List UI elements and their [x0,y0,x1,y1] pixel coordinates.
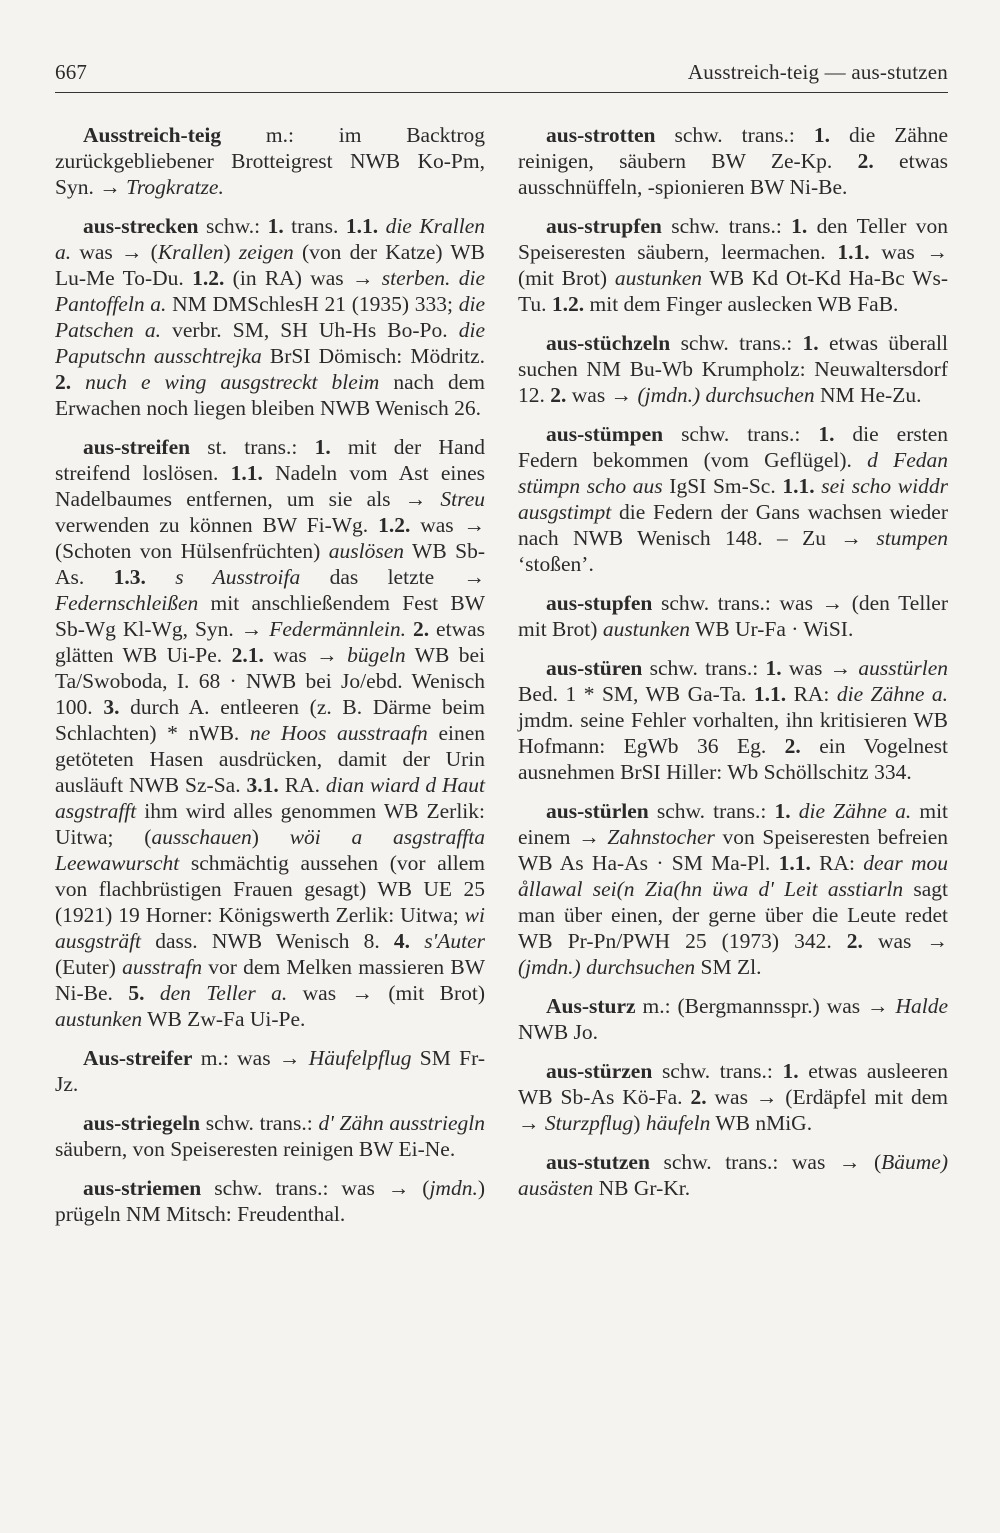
entry-text: etwas glätten WB Ui-Pe. [55,617,486,667]
entry-text: das letzte → [300,565,485,589]
italic-text: häufeln [645,1111,711,1135]
header-rule [55,92,948,93]
entry-text: etwas überall suchen NM Bu-Wb Krumpholz: Neuwaltersdorf 12. [518,331,948,407]
entry-text: schw. trans.: was → ( [201,1176,430,1200]
entry-text: BrSI Dömisch: Mödritz. [261,344,485,368]
dictionary-entry [55,213,485,421]
sense-number: 1.2. [192,266,225,290]
entry-text: WB nMiG. [710,1111,813,1135]
sense-number: 1.2. [378,513,411,537]
entry-text: ein Vogelnest ausnehmen BrSI Hiller: Wb Schöllschitz 334. [518,734,948,784]
sense-number: 1.1. [782,474,815,498]
entry-text: verbr. SM, SH Uh-Hs Bo-Po. [161,318,459,342]
entry-text: die Zähne reinigen, säubern BW Ze-Kp. [518,123,948,173]
entry-text: NWB Jo. [518,1020,599,1044]
sense-number: 5. [128,981,145,1005]
italic-text: nuch e wing ausgstreckt bleim [85,370,380,394]
entry-text: ) [251,825,290,849]
italic-text: sterben. die Pantoffeln a. [55,266,485,316]
running-head [55,60,948,94]
entry-text: trans. [283,214,346,238]
entry-text: Bed. 1 * SM, WB Ga-Ta. [518,682,754,706]
entry-text: ) [633,1111,646,1135]
dictionary-entry [518,798,948,980]
entry-headword: Aus-sturz [546,994,636,1018]
entry-text: schw. trans.: [648,799,775,823]
entry-text: schw. trans.: [200,1111,319,1135]
entry-text: was → [862,929,948,953]
entry-text: (in RA) was → [224,266,382,290]
entry-text: durch A. entleeren (z. B. Därme beim Schlachten) * nWB. [55,695,486,745]
entry-text: mit dem Finger auslecken WB FaB. [584,292,899,316]
entry-text: dass. NWB Wenisch 8. [141,929,394,953]
entry-headword: aus-strotten [546,123,656,147]
sense-number: 3. [103,695,120,719]
italic-text: ausstürlen [858,656,948,680]
entry-text: ) [223,240,239,264]
entry-headword: aus-stümpen [546,422,664,446]
dictionary-entry [55,434,485,1032]
entry-text: die Federn der Gans wachsen wieder nach NWB Wenisch 148. – Zu → [518,500,948,550]
entry-text: säubern, von Speiseresten reinigen BW Ei-Ne. [55,1137,456,1161]
entry-headword: aus-streifen [83,435,191,459]
entry-text: ‘stoßen’. [518,552,594,576]
sense-number: 1.1. [778,851,811,875]
sense-number: 1. [765,656,782,680]
entry-text: schw. trans.: [663,422,819,446]
sense-number: 2. [412,617,430,641]
sense-number: 1. [314,435,331,459]
entry-text: was → [566,383,638,407]
entry-text: NM He-Zu. [814,383,922,407]
sense-number: 2. [550,383,567,407]
italic-text: ne Hoos ausstraafn [249,721,428,745]
italic-text: Halde [895,994,948,1018]
entry-text: WB bei Ta/Swoboda, I. 68 · NWB bei Jo/ebd. Wenisch 100. [55,643,486,719]
italic-text: dear mou ållawal sei(n Zia(hn üwa d' Leit asstiarln [518,851,949,901]
entry-text: (Euter) [55,955,123,979]
italic-text: jmdn. [429,1176,478,1200]
italic-text: (jmdn.) durchsuchen [637,383,815,407]
entry-text: was → ( [71,240,158,264]
entry-text: WB Zw-Fa Ui-Pe. [142,1007,306,1031]
entry-text: (von der Katze) WB Lu-Me To-Du. [55,240,485,290]
entry-text [791,799,799,823]
entry-text [146,565,175,589]
entry-text: was → [781,656,859,680]
italic-text: (jmdn.) durchsuchen [518,955,696,979]
entry-text: st. trans.: [190,435,315,459]
entry-text: NB Gr-Kr. [593,1176,691,1200]
dictionary-entry [518,421,948,577]
italic-text: zeigen [238,240,294,264]
entry-text: IgSI Sm-Sc. [662,474,783,498]
entry-text: was → (mit Brot) [287,981,485,1005]
italic-text: die Zähne a. [836,682,948,706]
italic-text: d' Zähn ausstriegln [318,1111,485,1135]
italic-text: Zahnstocher [607,825,715,849]
entry-text: WB Sb-As. [55,539,485,589]
entry-text: m.: im Backtrog zurückgebliebener Brotteigrest NWB Ko-Pm, Syn. → [55,123,485,199]
italic-text: die Patschen a. [55,292,485,342]
entry-text: Nadeln vom Ast eines Nadelbaumes entfernen, um sie als → [55,461,485,511]
italic-text: wi ausgsträft [55,903,485,953]
italic-text: sei scho widdr ausgstimpt [518,474,948,524]
italic-text: Bäume) ausästen [518,1150,948,1200]
entry-text: schw. trans.: [655,123,814,147]
entry-text: was → (Schoten von Hülsenfrüchten) [55,513,486,563]
entry-text: mit der Hand streifend loslösen. [55,435,485,485]
entry-headword: aus-striegeln [83,1111,201,1135]
entry-text: WB Ur-Fa · WiSI. [690,617,854,641]
dictionary-entry [518,993,948,1045]
entry-headword: aus-stürlen [546,799,649,823]
entry-text: ihm wird alles genommen WB Zerlik: Uitwa; ( [55,799,485,849]
entry-text: was → (Erdäpfel mit dem → [518,1085,948,1135]
sense-number: 2. [55,370,72,394]
italic-text: die Zähne a. [798,799,912,823]
entry-text [71,370,85,394]
entry-headword: aus-striemen [83,1176,202,1200]
left-column [55,122,485,1240]
sense-number: 1. [791,214,808,238]
dictionary-entry [518,1149,948,1201]
entry-text: jmdm. seine Fehler vorhalten, ihn kritisieren WB Hofmann: EgWb 36 Eg. [518,708,948,758]
entry-text: vor dem Melken massieren BW Ni-Be. [55,955,485,1005]
dictionary-entry [518,590,948,642]
italic-text: d Fedan stümpn scho aus [518,448,948,498]
italic-text: Streu [440,487,485,511]
sense-number: 1.3. [113,565,146,589]
entry-headword: aus-strupfen [546,214,662,238]
italic-text: den Teller a. [159,981,288,1005]
entry-text: sagt man über einen, der gerne über die Leute redet WB Pr-Pn/PWH 25 (1973) 342. [518,877,948,953]
page-number: 667 [55,60,88,84]
italic-text: Sturzpflug [544,1111,634,1135]
dictionary-entry [518,213,948,317]
italic-text: stumpen [876,526,948,550]
sense-number: 1. [267,214,284,238]
entry-text: einen getöteten Hasen ausdrücken, damit der Urin ausläuft NWB Sz-Sa. [55,721,486,797]
sense-number: 1.2. [551,292,585,316]
entry-text: m.: (Bergmannsspr.) was → [635,994,896,1018]
entry-text: RA. [278,773,326,797]
dictionary-entry [55,122,485,200]
entry-headword: aus-stürzen [546,1059,653,1083]
italic-text: dian wiard d Haut asgstrafft [55,773,485,823]
entry-text: schw.: [198,214,268,238]
sense-number: 3.1. [246,773,279,797]
sense-number: 1.1. [753,682,787,706]
sense-number: 2. [784,734,801,758]
entry-text: RA: [810,851,864,875]
entry-headword: Ausstreich-teig [83,123,222,147]
entry-text: schw. trans.: was → (den Teller mit Brot) [518,591,948,641]
entry-headword: aus-stupfen [546,591,653,615]
entry-text: etwas ausschnüffeln, -spionieren BW Ni-Be. [518,149,949,199]
italic-text: s'Auter [424,929,485,953]
italic-text: Krallen [157,240,224,264]
sense-number: 2. [857,149,874,173]
entry-text: SM Fr-Jz. [55,1046,486,1096]
entry-text: etwas ausleeren WB Sb-As Kö-Fa. [518,1059,948,1109]
italic-text: austunken [55,1007,143,1031]
entry-text: WB Kd Ot-Kd Ha-Bc Ws-Tu. [518,266,948,316]
italic-text: ausstrafn [122,955,203,979]
italic-text: auslösen [328,539,404,563]
entry-text: nach dem Erwachen noch liegen bleiben NWB Wenisch 26. [55,370,485,420]
entry-text: verwenden zu können BW Fi-Wg. [55,513,379,537]
dictionary-entry [518,330,948,408]
entry-text: die ersten Federn bekommen (vom Geflügel). [518,422,948,472]
entry-text: was → (mit Brot) [518,240,949,290]
sense-number: 1. [813,123,830,147]
entry-text: mit anschließendem Fest BW Sb-Wg Kl-Wg, Syn. → [55,591,485,641]
italic-text: die Krallen a. [55,214,486,264]
entry-text: von Speiseresten befreien WB As Ha-As · SM Ma-Pl. [518,825,948,875]
entry-text: schw. trans.: was → ( [649,1150,882,1174]
entry-headword: aus-strecken [83,214,199,238]
entry-text: schw. trans.: [652,1059,783,1083]
sense-number: 1. [818,422,835,446]
sense-number: 1.1. [345,214,379,238]
italic-text: austunken [602,617,690,641]
dictionary-entry [55,1045,485,1097]
right-column [518,122,948,1214]
entry-text [144,981,159,1005]
italic-text: austunken [614,266,702,290]
italic-text: wöi a asgstraffta Leewawurscht [55,825,485,875]
italic-text: s Ausstroifa [175,565,301,589]
entry-text: m.: was → [192,1046,309,1070]
sense-number: 1.1. [230,461,263,485]
dictionary-entry [518,1058,948,1136]
sense-number: 2. [846,929,863,953]
entry-text [406,617,413,641]
entry-text: was → [263,643,348,667]
italic-text: die Paputschn ausschtrejka [55,318,485,368]
entry-headword: aus-stüren [546,656,643,680]
entry-text: den Teller von Speiseresten säubern, leermachen. [518,214,948,264]
italic-text: Häufelpflug [308,1046,412,1070]
sense-number: 1. [774,799,791,823]
entry-headword: aus-stutzen [546,1150,650,1174]
italic-text: Federmännlein. [269,617,406,641]
dictionary-entry [55,1110,485,1162]
sense-number: 1. [802,331,819,355]
entry-text: ) prügeln NM Mitsch: Freudenthal. [55,1176,485,1226]
sense-number: 1.1. [837,240,870,264]
entry-text: RA: [786,682,837,706]
sense-number: 1. [782,1059,799,1083]
italic-text: Federnschleißen [55,591,199,615]
entry-text [378,214,385,238]
entry-text: schw. trans.: [661,214,792,238]
sense-number: 2. [690,1085,707,1109]
entry-text [410,929,424,953]
dictionary-entry [518,122,948,200]
running-title: Ausstreich-teig — aus-stutzen [687,60,948,84]
entry-text: schmächtig aussehen (vor allem von flachbrüstigen Frauen gesagt) WB UE 25 (1921) 19 Horner: Königswerth Zerlik: Uitwa; [55,851,485,927]
dictionary-entry [518,655,948,785]
italic-text: Trogkratze. [126,175,224,199]
dictionary-entry [55,1175,485,1227]
entry-headword: aus-stüchzeln [546,331,671,355]
italic-text: bügeln [347,643,406,667]
sense-number: 2.1. [231,643,264,667]
entry-text: SM Zl. [695,955,762,979]
italic-text: ausschauen [151,825,252,849]
sense-number: 4. [393,929,411,953]
entry-text: schw. trans.: [670,331,803,355]
entry-headword: Aus-streifer [83,1046,193,1070]
entry-text: mit einem → [518,799,949,849]
entry-text: NM DMSchlesH 21 (1935) 333; [166,292,459,316]
entry-text: schw. trans.: [642,656,766,680]
